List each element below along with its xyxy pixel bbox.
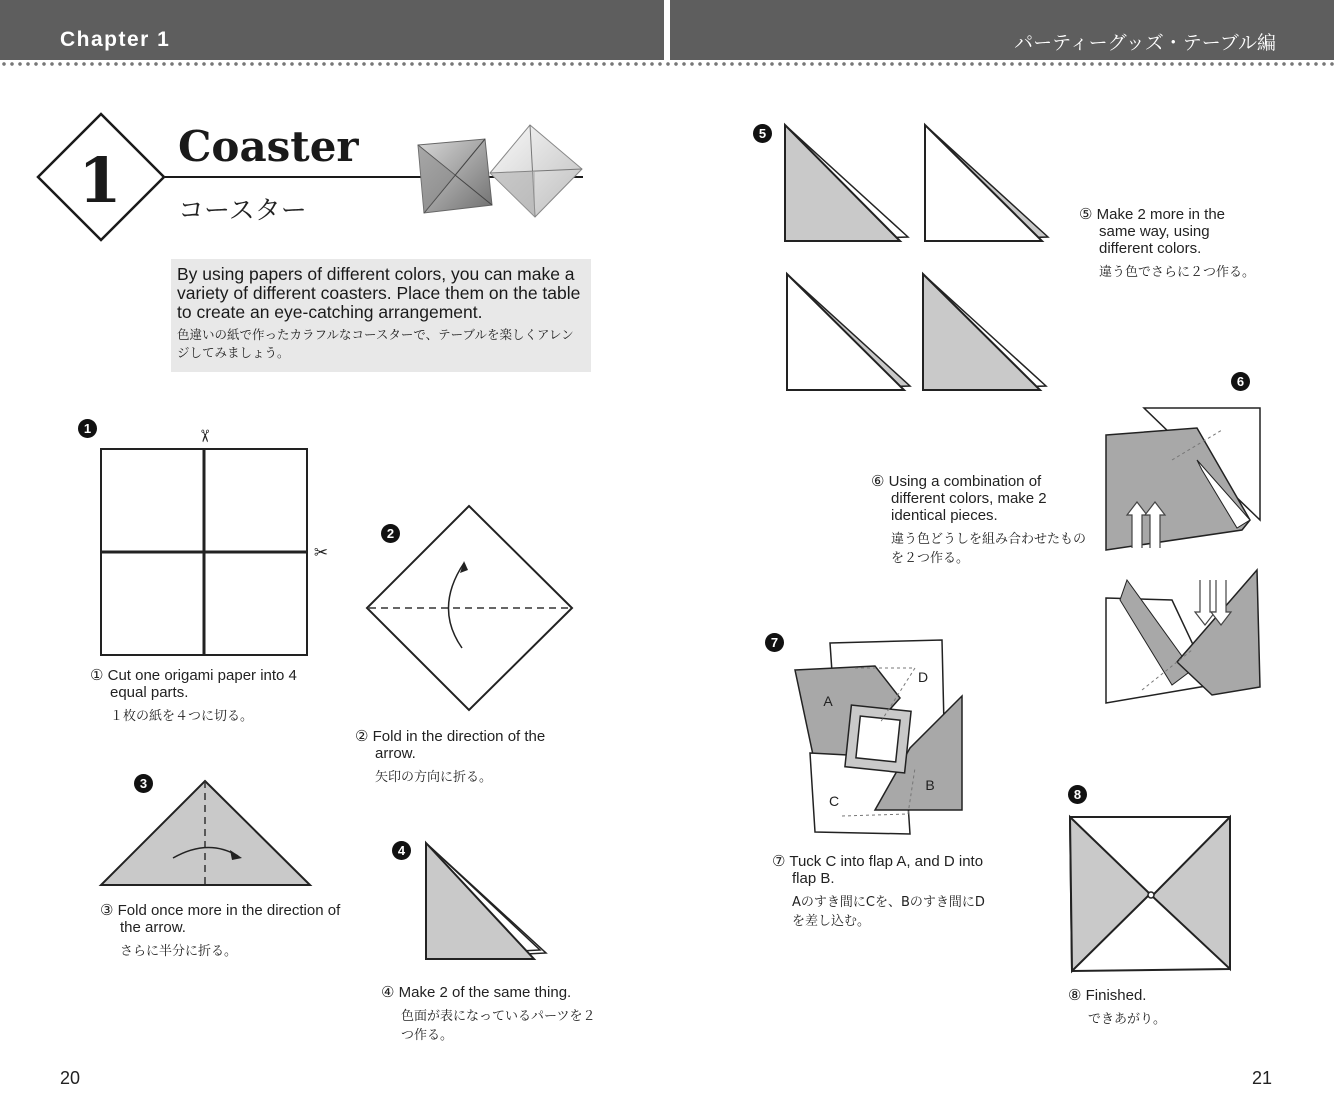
step8-text: ⑧ Finished. [1068, 987, 1147, 1004]
scissors-icon: ✂ [194, 428, 214, 444]
step1-diagram [95, 425, 335, 665]
step3-caption [100, 902, 355, 961]
title-number: 1 [78, 144, 122, 217]
title-diamond [36, 112, 166, 242]
intro-english: By using papers of different colors, you can make a variety of different coasters. Place them on the table to create an eye-catching arrangement. [177, 264, 581, 322]
title-english: Coaster [178, 122, 359, 171]
step2-text: ② Fold in the direction of the arrow. [355, 728, 546, 762]
step4-text: ④ Make 2 of the same thing. [381, 984, 572, 1001]
step8-text-jp: できあがり。 [1088, 1012, 1167, 1027]
flap-label-c: C [828, 793, 840, 809]
step-badge-5: 5 [753, 124, 772, 143]
step2-text-jp: 矢印の方向に折る。 [375, 770, 493, 785]
step-badge-7: 7 [765, 633, 784, 652]
step6-caption [871, 473, 1086, 568]
scissors-icon: ✂ [313, 543, 329, 563]
step3-diagram [98, 778, 318, 888]
step8-caption [1068, 987, 1248, 1029]
step4-text-jp: 色面が表になっているパーツを２つ作る。 [401, 1009, 596, 1043]
flap-label-d: D [917, 669, 929, 685]
header-right [670, 0, 1334, 60]
step7-caption [772, 853, 994, 931]
step7-diagram [790, 638, 970, 838]
header-left [0, 0, 664, 60]
intro-box [171, 259, 591, 372]
section-title: パーティーグッズ・テーブル編 [1014, 32, 1276, 54]
step1-caption [90, 667, 330, 726]
step2-diagram [364, 503, 574, 713]
step3-text-jp: さらに半分に折る。 [120, 944, 238, 959]
title-japanese: コースター [178, 196, 307, 226]
step5-diagram [780, 122, 1060, 402]
step6-text-jp: 違う色どうしを組み合わせたものを２つ作る。 [891, 532, 1087, 566]
coaster-photo [410, 125, 590, 225]
page-number-right: 21 [1252, 1068, 1273, 1088]
step-badge-4: 4 [392, 841, 411, 860]
flap-label-b: B [925, 777, 935, 793]
step4-caption [381, 984, 603, 1045]
intro-japanese: 色違いの紙で作ったカラフルなコースターで、テーブルを楽しくアレンジしてみましょう。 [177, 327, 574, 360]
page-number-left: 20 [60, 1068, 81, 1088]
step5-caption [1079, 206, 1259, 282]
flap-label-a: A [823, 693, 833, 709]
step1-text: ① Cut one origami paper into 4 equal parts. [90, 667, 297, 701]
step-badge-3: 3 [134, 774, 153, 793]
step-badge-1: 1 [78, 419, 97, 438]
step1-text-jp: １枚の紙を４つに切る。 [110, 709, 254, 724]
step7-text: ⑦ Tuck C into flap A, and D into flap B. [772, 853, 984, 887]
step-badge-8: 8 [1068, 785, 1087, 804]
chapter-label: Chapter 1 [60, 28, 171, 51]
dotted-divider [0, 60, 1334, 68]
step5-text: ⑤ Make 2 more in the same way, using different colors. [1079, 206, 1226, 257]
step3-text: ③ Fold once more in the direction of the arrow. [100, 902, 341, 936]
step6-diagram [1102, 400, 1272, 710]
step7-text-jp: Aのすき間にCを、Bのすき間にDを差し込む。 [792, 895, 985, 929]
step5-text-jp: 違う色でさらに２つ作る。 [1099, 265, 1256, 280]
step6-text: ⑥ Using a combination of different colors, make 2 identical pieces. [871, 473, 1047, 524]
step-badge-6: 6 [1231, 372, 1250, 391]
step2-caption [355, 728, 585, 787]
step8-diagram [1068, 814, 1238, 976]
step4-diagram [422, 840, 552, 960]
step-badge-2: 2 [381, 524, 400, 543]
